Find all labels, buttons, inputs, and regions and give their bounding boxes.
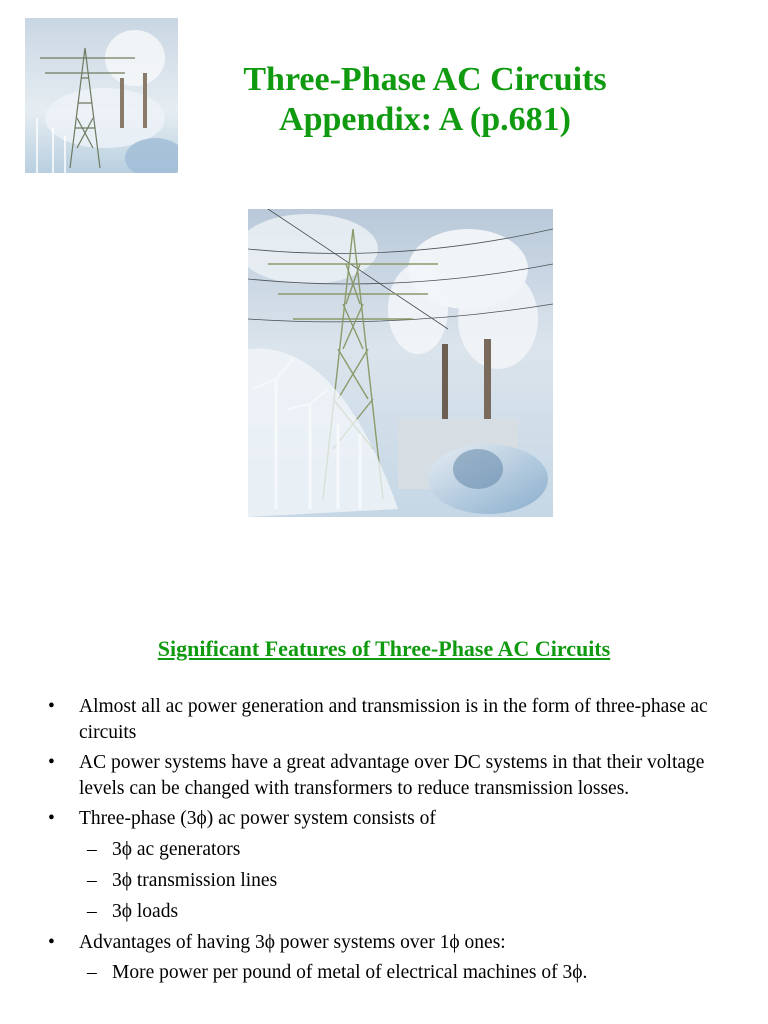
slide-title-line1: Three-Phase AC Circuits [243,61,607,98]
header-thumbnail-image [25,18,178,173]
dash-marker: – [87,962,97,983]
dash-marker: – [87,900,97,922]
list-item [48,750,708,801]
list-item-text: Almost all ac power generation and transmission is in the form of three-phase ac circuits [79,696,708,743]
list-item [48,806,708,832]
sub-list-item [48,868,708,894]
sub-list-item-text: 3ϕ ac generators [112,838,241,860]
list-item-text: Advantages of having 3ϕ power systems over 1ϕ ones: [79,931,506,953]
sub-list-item-text: More power per pound of metal of electrical machines of 3ϕ. [112,962,588,983]
power-infrastructure-photo [248,209,553,517]
bullet-marker: • [48,931,55,953]
sub-list-item [48,899,708,925]
bullet-marker: • [48,752,55,773]
sub-list-item [48,960,708,986]
sub-list-item-text: 3ϕ transmission lines [112,869,278,891]
section-heading: Significant Features of Three-Phase AC Circuits [157,636,611,661]
list-item-text: Three-phase (3ϕ) ac power system consists of [79,808,436,829]
sub-list-item [48,837,708,863]
slide-title [190,60,660,140]
dash-marker: – [87,838,97,860]
sub-list-item-text: 3ϕ loads [112,900,179,922]
bullet-marker: • [48,696,55,717]
list-item-text: AC power systems have a great advantage over DC systems in that their voltage levels can be changed with transformers to reduce transmission losses. [79,752,705,799]
list-item [48,694,708,745]
list-item [48,930,708,956]
slide-title-line2: Appendix: A (p.681) [279,101,571,138]
feature-list [48,694,708,991]
dash-marker: – [87,869,97,891]
bullet-marker: • [48,808,55,829]
